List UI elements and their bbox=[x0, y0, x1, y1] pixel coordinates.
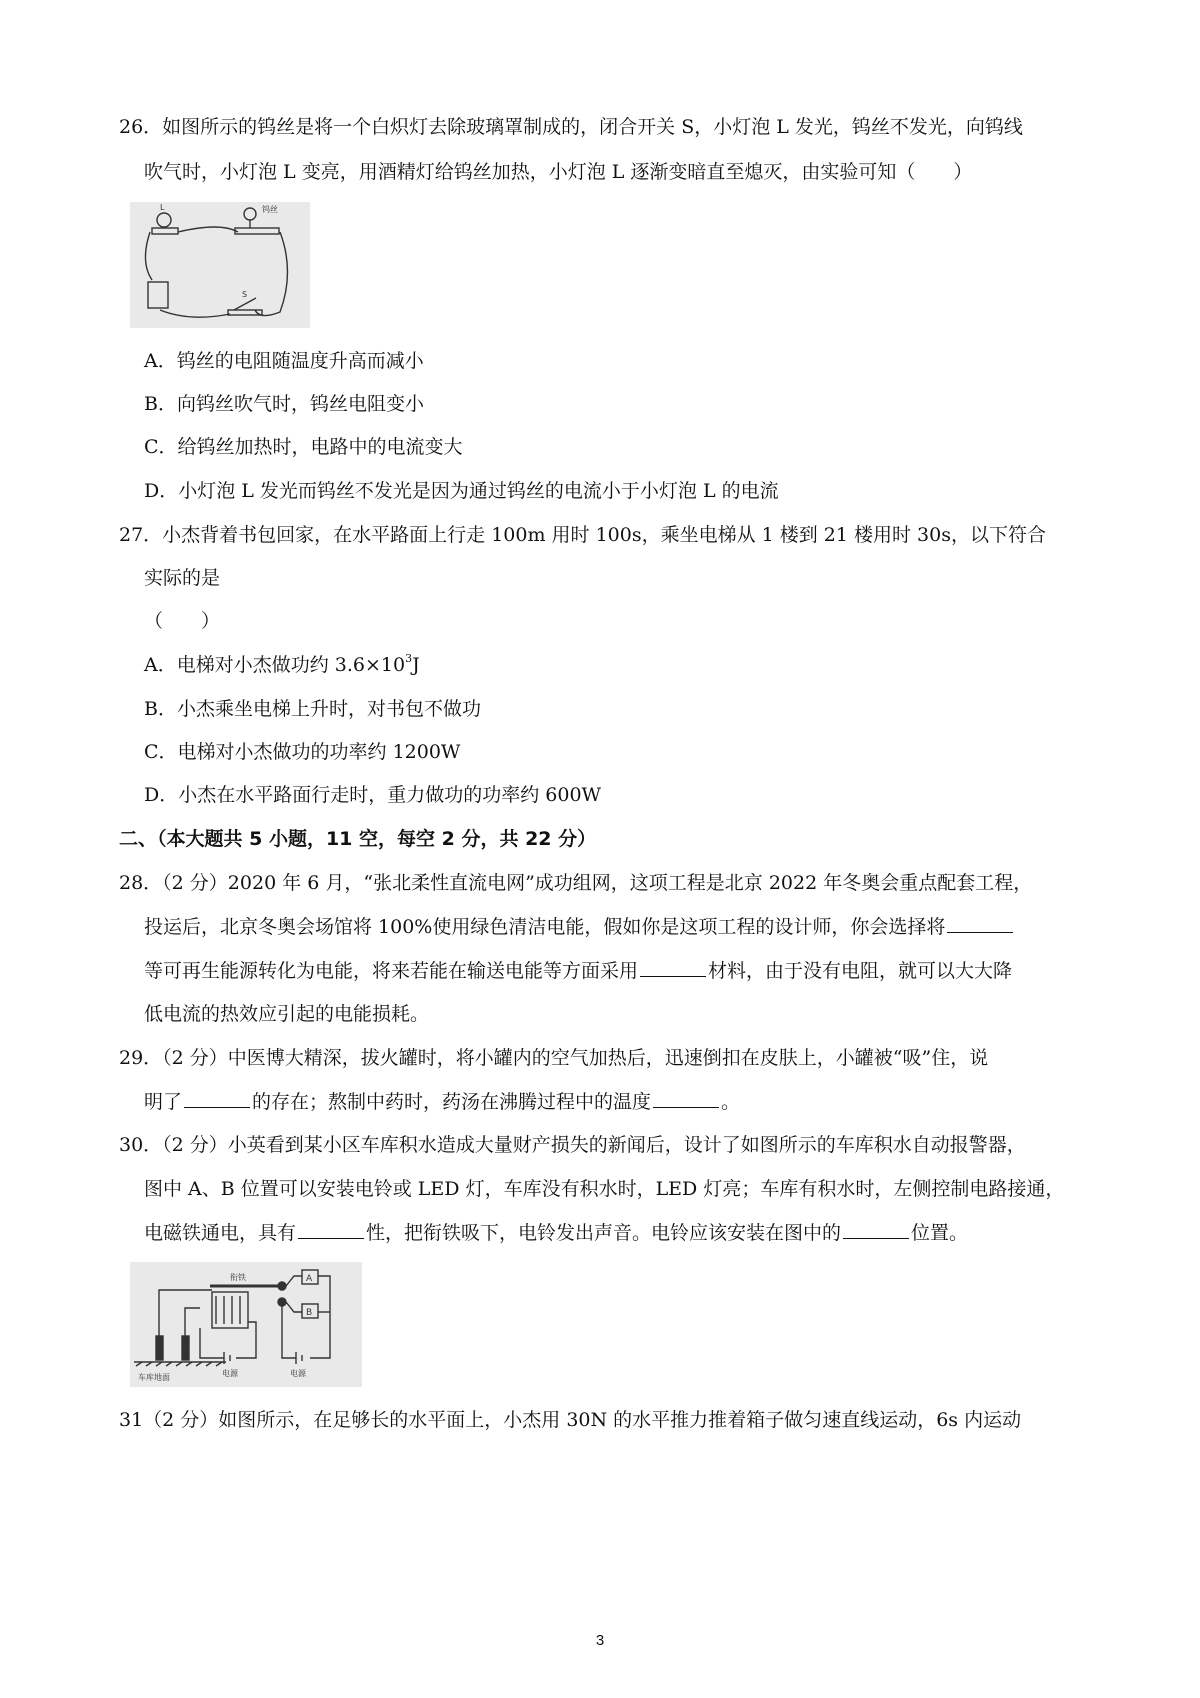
q27-option-b: B．小杰乘坐电梯上升时，对书包不做功 bbox=[144, 698, 481, 720]
page-number: 3 bbox=[595, 1632, 605, 1649]
q30-alarm-diagram bbox=[130, 1262, 362, 1387]
q30-label-b: B bbox=[306, 1308, 313, 1318]
q26-label-tungsten: 钨丝 bbox=[262, 205, 278, 214]
q30-line3 bbox=[144, 1218, 968, 1248]
q28-line2 bbox=[144, 912, 1015, 942]
q30-line3-text-mid: 性，把衔铁吸下，电铃发出声音。电铃应该安装在图中的 bbox=[366, 1222, 842, 1244]
q29-line1: 29．（2 分）中医博大精深，拔火罐时，将小罐内的空气加热后，迅速倒扣在皮肤上，小罐被“吸”住，说 bbox=[119, 1047, 989, 1069]
q28-blank-2[interactable] bbox=[640, 956, 706, 977]
q27-answer-paren: （ ） bbox=[144, 610, 221, 632]
q26-label-s: S bbox=[242, 290, 248, 299]
q26-option-a: A．钨丝的电阻随温度升高而减小 bbox=[144, 350, 424, 372]
q26-line1: 26．如图所示的钨丝是将一个白炽灯去除玻璃罩制成的，闭合开关 S，小灯泡 L 发光，钨丝不发光，向钨线 bbox=[119, 116, 1023, 138]
q28-line3-text: 等可再生能源转化为电能，将来若能在输送电能等方面采用 bbox=[144, 960, 639, 982]
q27-line1: 27．小杰背着书包回家，在水平路面上行走 100m 用时 100s，乘坐电梯从 1 楼到 21 楼用时 30s，以下符合 bbox=[119, 524, 1046, 546]
q27-option-a-unit: J bbox=[412, 654, 420, 676]
q29-line2-text: 明了 bbox=[144, 1091, 183, 1113]
q30-line1: 30．（2 分）小英看到某小区车库积水造成大量财产损失的新闻后，设计了如图所示的车库积水自动报警器， bbox=[119, 1134, 1026, 1156]
q30-line2: 图中 A、B 位置可以安装电铃或 LED 灯，车库没有积水时，LED 灯亮；车库有积水时，左侧控制电路接通， bbox=[144, 1178, 1065, 1200]
q30-line3-text-end: 位置。 bbox=[911, 1222, 969, 1244]
q26-option-b: B．向钨丝吹气时，钨丝电阻变小 bbox=[144, 393, 424, 415]
q30-label-armature: 衔铁 bbox=[230, 1273, 246, 1282]
q30-line3-text: 电磁铁通电，具有 bbox=[144, 1222, 297, 1244]
q29-blank-1[interactable] bbox=[184, 1087, 250, 1108]
q28-blank-1[interactable] bbox=[947, 912, 1013, 933]
q30-label-a: A bbox=[306, 1274, 313, 1284]
q27-option-a-exponent: 3 bbox=[405, 651, 413, 665]
q28-line1: 28．（2 分）2020 年 6 月，“张北柔性直流电网”成功组网，这项工程是北京 2022 年冬奥会重点配套工程， bbox=[119, 872, 1033, 894]
q26-circuit-figure bbox=[130, 202, 310, 328]
q30-label-power-2: 电源 bbox=[290, 1369, 306, 1378]
q30-alarm-figure bbox=[130, 1262, 362, 1387]
q29-blank-2[interactable] bbox=[653, 1087, 719, 1108]
q28-line2-text: 投运后，北京冬奥会场馆将 100%使用绿色清洁电能，假如你是这项工程的设计师，你会选择将 bbox=[144, 916, 946, 938]
q30-label-power-1: 电源 bbox=[222, 1369, 238, 1378]
section2-heading: 二、（本大题共 5 小题，11 空，每空 2 分，共 22 分） bbox=[119, 828, 597, 850]
q28-line3 bbox=[144, 956, 1012, 986]
q31-line1: 31（2 分）如图所示，在足够长的水平面上，小杰用 30N 的水平推力推着箱子做匀速直线运动，6s 内运动 bbox=[119, 1409, 1022, 1431]
q27-option-a-text: A．电梯对小杰做功约 3.6×10 bbox=[144, 654, 406, 676]
q30-blank-1[interactable] bbox=[298, 1218, 364, 1239]
q28-line3-text-end: 材料，由于没有电阻，就可以大大降 bbox=[708, 960, 1013, 982]
q26-circuit-diagram bbox=[130, 202, 310, 328]
q26-line2: 吹气时，小灯泡 L 变亮，用酒精灯给钨丝加热，小灯泡 L 逐渐变暗直至熄灭，由实验可知（ ） bbox=[144, 161, 973, 183]
q27-option-a bbox=[144, 650, 420, 680]
q27-option-d: D．小杰在水平路面行走时，重力做功的功率约 600W bbox=[144, 784, 602, 806]
q27-line2: 实际的是 bbox=[144, 567, 221, 589]
q29-line2 bbox=[144, 1087, 740, 1117]
q29-line2-text-mid: 的存在；熬制中药时，药汤在沸腾过程中的温度 bbox=[252, 1091, 652, 1113]
q30-label-floor: 车库地面 bbox=[138, 1373, 170, 1382]
q26-label-l: L bbox=[160, 203, 165, 212]
q29-line2-text-end: 。 bbox=[721, 1091, 741, 1113]
q26-option-c: C．给钨丝加热时，电路中的电流变大 bbox=[144, 436, 463, 458]
q30-blank-2[interactable] bbox=[843, 1218, 909, 1239]
q27-option-c: C．电梯对小杰做功的功率约 1200W bbox=[144, 741, 461, 763]
q28-line4: 低电流的热效应引起的电能损耗。 bbox=[144, 1003, 430, 1025]
q26-option-d: D．小灯泡 L 发光而钨丝不发光是因为通过钨丝的电流小于小灯泡 L 的电流 bbox=[144, 480, 779, 502]
